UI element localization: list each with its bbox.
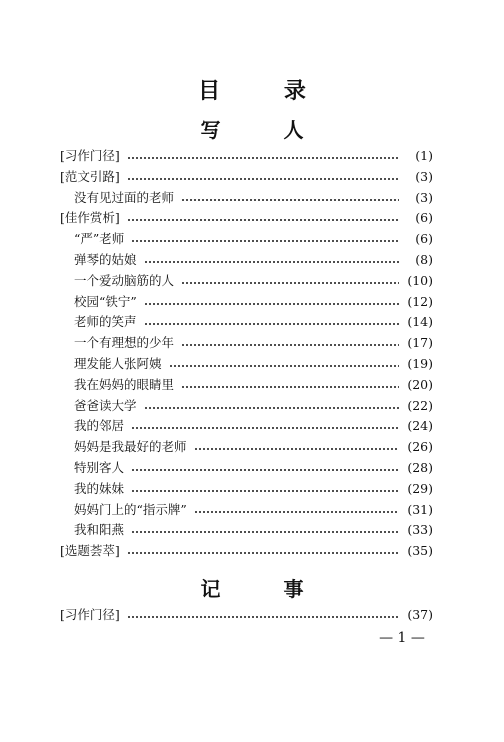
toc-entry-title: 我的妹妹 xyxy=(74,480,125,496)
toc-entry-page: (8) xyxy=(415,252,433,267)
toc-entry-page: (19) xyxy=(407,356,433,371)
toc-entry-title: 一个爱动脑筋的人 xyxy=(74,272,175,288)
toc-entry-title: [佳作赏析] xyxy=(60,210,120,226)
toc-entry xyxy=(60,437,433,457)
toc-entry-title: 没有见过面的老师 xyxy=(74,189,175,205)
toc-entry-page: (24) xyxy=(407,418,433,434)
toc-entry-title: 我在妈妈的眼睛里 xyxy=(74,376,175,392)
toc-entry-title: [范文引路] xyxy=(60,168,120,184)
dot-leader xyxy=(194,448,399,450)
toc-entry xyxy=(60,146,433,166)
page-number: — 1 — xyxy=(379,630,425,646)
toc-entry xyxy=(60,292,433,312)
toc-entry-title: 我和阳燕 xyxy=(74,522,125,538)
toc-entry-page: (33) xyxy=(407,522,433,538)
toc-entry xyxy=(60,500,433,520)
toc-entry-page: (17) xyxy=(407,335,433,351)
toc-entry-page: (3) xyxy=(415,189,433,205)
dot-leader xyxy=(144,261,399,263)
dot-leader xyxy=(144,323,399,325)
toc-entry xyxy=(60,312,433,332)
dot-leader xyxy=(181,386,399,388)
toc-entry-page: (6) xyxy=(415,231,433,247)
toc-entry-title: “严”老师 xyxy=(74,231,125,247)
toc-entry-page: (26) xyxy=(407,439,433,455)
dot-leader xyxy=(131,469,399,471)
toc-entry-page: (1) xyxy=(415,148,433,163)
toc-entry-title: 一个有理想的少年 xyxy=(74,335,175,351)
toc-entry-title: 我的邻居 xyxy=(74,418,125,434)
dot-leader xyxy=(194,511,399,513)
toc-entry-title: 理发能人张阿姨 xyxy=(74,356,162,371)
toc-entry-page: (12) xyxy=(407,293,433,309)
toc-entry-title: 特别客人 xyxy=(74,460,125,475)
toc-entry xyxy=(60,229,433,249)
toc-entry xyxy=(60,333,433,353)
toc-entry-title: 爸爸读大学 xyxy=(74,397,137,413)
toc-entry-title: 妈妈是我最好的老师 xyxy=(74,439,187,455)
dot-leader xyxy=(127,219,399,221)
toc-entry xyxy=(60,375,433,395)
dot-leader xyxy=(181,344,399,346)
toc-entry xyxy=(60,416,433,436)
dot-leader xyxy=(127,157,399,159)
dot-leader xyxy=(131,531,399,533)
toc-entry xyxy=(60,250,433,270)
toc-entry-title: 校园“铁宁” xyxy=(74,293,137,309)
dot-leader xyxy=(169,365,399,367)
toc-entry-page: (14) xyxy=(407,314,433,330)
toc-entry-page: (6) xyxy=(415,210,433,226)
toc-entry-page: (10) xyxy=(407,272,433,288)
toc-entry-page: (20) xyxy=(407,376,433,392)
toc-entry xyxy=(60,605,433,625)
toc-entry xyxy=(60,396,433,416)
section-heading-narration: 记 事 xyxy=(200,577,332,601)
toc-entry xyxy=(60,479,433,499)
page-title: 目 录 xyxy=(198,79,334,104)
toc-entry-title: 妈妈门上的“指示牌” xyxy=(74,501,187,517)
toc-entry-page: (31) xyxy=(407,501,433,517)
toc-entry xyxy=(60,188,433,208)
toc-entry xyxy=(60,354,433,374)
toc-entry-title: [习作门径] xyxy=(60,148,120,163)
toc-entry-title: 老师的笑声 xyxy=(74,314,137,330)
toc-entry-page: (22) xyxy=(407,397,433,413)
toc-entry-page: (29) xyxy=(407,480,433,496)
dot-leader xyxy=(127,178,399,180)
toc-entry xyxy=(60,458,433,478)
toc-entry-page: (35) xyxy=(407,543,433,559)
dot-leader xyxy=(181,199,399,201)
toc-entry xyxy=(60,208,433,228)
dot-leader xyxy=(127,552,399,554)
section-heading-writing-people: 写 人 xyxy=(200,118,332,142)
dot-leader xyxy=(127,616,399,618)
dot-leader xyxy=(144,407,399,409)
toc-entry-title: [选题荟萃] xyxy=(60,543,120,559)
dot-leader xyxy=(181,282,399,284)
toc-entry-page: (28) xyxy=(407,460,433,475)
toc-entry xyxy=(60,520,433,540)
toc-entry-title: [习作门径] xyxy=(60,607,120,622)
toc-entry-page: (3) xyxy=(415,168,433,184)
dot-leader xyxy=(131,240,399,242)
toc-entry xyxy=(60,167,433,187)
dot-leader xyxy=(131,427,399,429)
toc-entry-page: (37) xyxy=(407,607,433,622)
toc-entry-title: 弹琴的姑娘 xyxy=(74,252,137,267)
dot-leader xyxy=(131,490,399,492)
dot-leader xyxy=(144,303,399,305)
toc-entry xyxy=(60,271,433,291)
toc-entry xyxy=(60,541,433,561)
